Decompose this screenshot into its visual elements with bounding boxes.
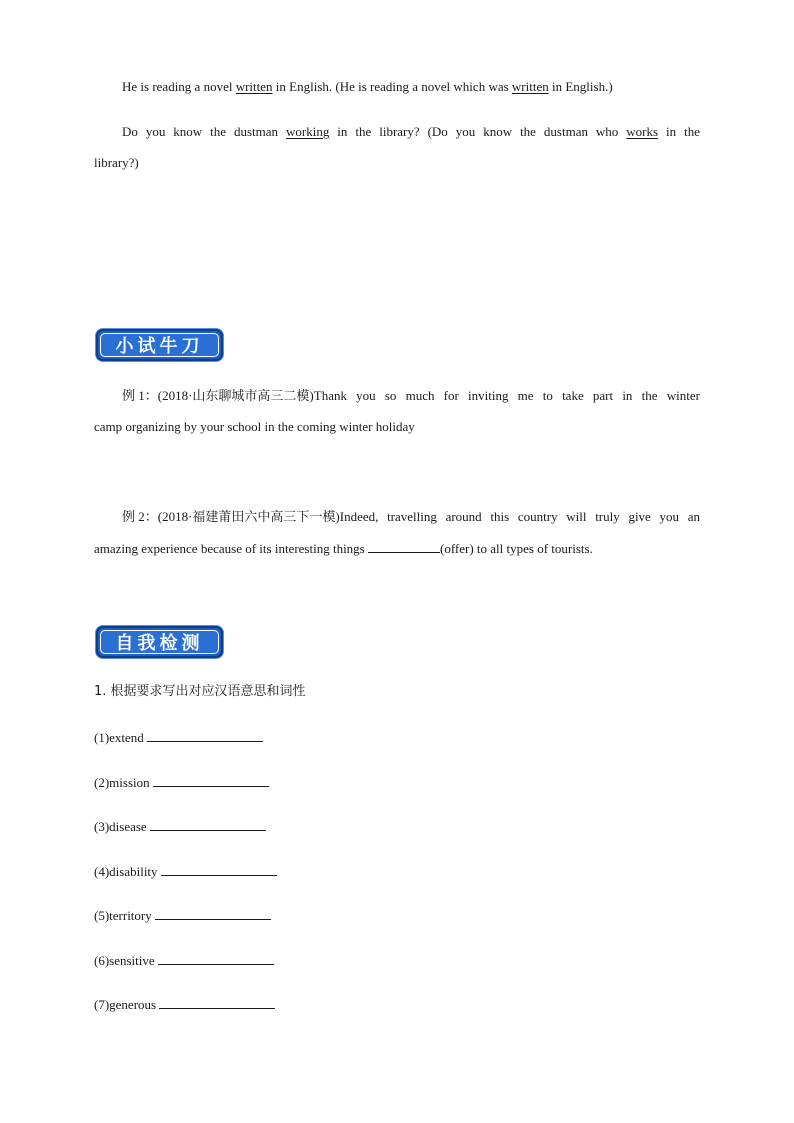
question-1-line-1: [122, 388, 700, 404]
word: for: [443, 388, 459, 403]
vocab-item-word: (4)disability: [94, 864, 158, 879]
intro-example-1-prefix: He is reading a novel: [122, 79, 236, 94]
vocab-item: [94, 907, 271, 924]
question-2-text-before-blank: amazing experience because of its interesting things: [94, 541, 368, 556]
word: country: [517, 509, 558, 524]
intro-example-1-underlined-word: written: [235, 79, 273, 94]
vocab-item: [94, 863, 277, 880]
word: dustman: [233, 124, 279, 139]
word: know: [483, 124, 513, 139]
word: you: [455, 124, 476, 139]
word: will: [566, 509, 587, 524]
word: this: [490, 509, 510, 524]
word: (Do: [427, 124, 448, 139]
vocab-answer-blank[interactable]: [161, 863, 277, 876]
question-2-line-2: [94, 540, 593, 557]
word: in: [666, 124, 677, 139]
section-badge-practice-title: 小试牛刀: [100, 333, 219, 357]
vocab-answer-blank[interactable]: [153, 774, 269, 787]
vocab-item-word: (1)extend: [94, 730, 144, 745]
section-badge-self-check: [96, 626, 223, 658]
question-2-line-1: [122, 509, 700, 525]
self-check-heading: 1. 根据要求写出对应汉语意思和词性: [94, 684, 306, 699]
word: Do: [122, 124, 138, 139]
word: in: [337, 124, 348, 139]
word: around: [445, 509, 482, 524]
vocab-item-word: (5)territory: [94, 908, 152, 923]
word: you: [145, 124, 166, 139]
intro-example-2-underlined-word-2: works: [626, 124, 659, 139]
word: who: [595, 124, 619, 139]
word: the: [520, 124, 536, 139]
word: winter: [666, 388, 700, 403]
vocab-item: [94, 774, 269, 791]
word: the: [210, 124, 227, 139]
intro-example-2-line-2: library?): [94, 155, 139, 170]
word: the: [355, 124, 372, 139]
intro-example-1-suffix: in English.): [548, 79, 613, 94]
vocab-answer-blank[interactable]: [155, 907, 271, 920]
vocab-item: [94, 818, 266, 835]
vocab-item-word: (3)disease: [94, 819, 147, 834]
intro-example-1: [122, 79, 613, 95]
word: me: [517, 388, 534, 403]
vocab-answer-blank[interactable]: [147, 729, 263, 742]
word: part: [592, 388, 614, 403]
word: inviting: [468, 388, 509, 403]
word: to: [542, 388, 553, 403]
word: know: [173, 124, 203, 139]
vocab-answer-blank[interactable]: [159, 996, 275, 1009]
word: you: [659, 509, 680, 524]
word: the: [684, 124, 700, 139]
vocab-item: [94, 952, 274, 969]
vocab-answer-blank[interactable]: [158, 952, 274, 965]
word: travelling: [387, 509, 437, 524]
question-1-label: 例 1：(2018·山东聊城市高三二模)Thank: [122, 388, 347, 403]
intro-example-2-underlined-word: working: [286, 124, 330, 139]
vocab-answer-blank[interactable]: [150, 818, 266, 831]
word: take: [562, 388, 584, 403]
word: dustman: [543, 124, 588, 139]
word: you: [356, 388, 376, 403]
intro-example-2-line-1: [122, 124, 700, 140]
word: the: [641, 388, 658, 403]
vocab-item-word: (7)generous: [94, 997, 157, 1012]
vocab-item: [94, 729, 263, 746]
word: much: [405, 388, 435, 403]
vocab-item-word: (6)sensitive: [94, 953, 155, 968]
vocab-item-word: (2)mission: [94, 775, 150, 790]
word: give: [628, 509, 651, 524]
word: so: [384, 388, 397, 403]
word: library?: [379, 124, 420, 139]
section-badge-self-check-title: 自我检测: [100, 630, 219, 654]
intro-example-1-underlined-word-2: written: [511, 79, 549, 94]
word: in: [622, 388, 633, 403]
word: an: [687, 509, 700, 524]
section-badge-practice: [96, 329, 223, 361]
question-2-label: 例 2：(2018·福建莆田六中高三下一模)Indeed,: [122, 509, 379, 524]
word: truly: [595, 509, 620, 524]
vocab-item: [94, 996, 275, 1013]
question-2-answer-blank[interactable]: [368, 540, 440, 553]
question-2-text-after-blank: (offer) to all types of tourists.: [439, 541, 593, 556]
question-1-line-2: camp organizing by your school in the coming winter holiday: [94, 419, 415, 434]
intro-example-1-middle: in English. (He is reading a novel which was: [272, 79, 512, 94]
